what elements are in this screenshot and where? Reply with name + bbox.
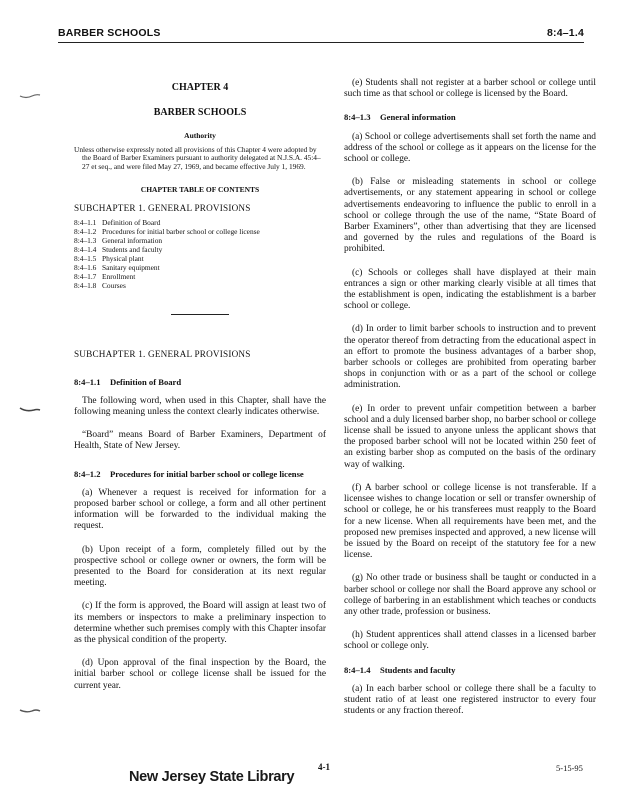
authority-heading: Authority (184, 131, 216, 141)
library-stamp: New Jersey State Library (129, 769, 295, 785)
paragraph: (f) A barber school or college license is not transferable. If a licensee wishes to change location or sell or transfer ownership of school or college, he or his transferees must reapply to the Board for a new license. When all requirements have been met, and the proposed new premises inspected and approved, a new license will be issued by the Board on receipt of the statutory fee for a new license. (344, 482, 596, 561)
toc-item (74, 272, 326, 281)
chapter-name: BARBER SCHOOLS (153, 107, 247, 119)
paragraph: (a) Whenever a request is received for information for a proposed barber school or college, a form and all other pertinent information will be forwarded to the individual making the request. (74, 487, 326, 532)
section-title: Students and faculty (380, 664, 456, 675)
toc-item-number: 8:4–1.4 (74, 245, 97, 255)
toc-item (74, 236, 326, 245)
toc-heading: CHAPTER TABLE OF CONTENTS (140, 185, 260, 194)
paragraph: (a) In each barber school or college there shall be a faculty to student ratio of at least one registered instructor to every four students or any fraction thereof. (344, 683, 596, 717)
right-column (344, 78, 596, 717)
paragraph: The following word, when used in this Chapter, shall have the following meaning unless the context clearly indicates otherwise. (74, 395, 326, 418)
toc-item (74, 227, 326, 236)
section-title: Definition of Board (110, 376, 182, 387)
toc-item (74, 254, 326, 263)
section-title: Procedures for initial barber school or college license (110, 468, 304, 479)
section-heading-1-1 (74, 377, 326, 388)
toc-item (74, 263, 326, 272)
toc-item (74, 245, 326, 254)
subchapter-heading: SUBCHAPTER 1. GENERAL PROVISIONS (74, 349, 251, 360)
binder-hole-mark (18, 705, 42, 715)
toc-item-number: 8:4–1.7 (74, 272, 97, 282)
toc-item-title: Students and faculty (102, 245, 163, 255)
toc-item-title: Enrollment (102, 272, 136, 282)
chapter-number: CHAPTER 4 (171, 82, 229, 93)
section-title: General information (380, 112, 456, 123)
left-column (74, 78, 326, 692)
toc-item-title: Procedures for initial barber school or college license (102, 227, 260, 237)
authority-text: Unless otherwise expressly noted all provisions of this Chapter 4 were adopted by the Board of Barber Examiners pursuant to authority delegated at N.J.S.A. 45:4–27 et seq., and were filed May 27, 1969, and became effective July 1, 1969. (74, 144, 321, 172)
running-header (58, 24, 584, 43)
section-number: 8:4–1.1 (74, 376, 101, 387)
toc-item-title: Physical plant (102, 254, 144, 264)
toc-item (74, 218, 326, 227)
toc-item-title: Definition of Board (102, 218, 161, 228)
toc-list (74, 218, 326, 290)
section-number: 8:4–1.3 (344, 112, 371, 123)
section-divider (171, 314, 229, 315)
paragraph: (g) No other trade or business shall be taught or conducted in a barber school or college nor shall the Board approve any school or college of barbering in an establishment which teaches or conducts any other trade, profession or business. (344, 573, 596, 617)
paragraph: (c) Schools or colleges shall have displayed at their main entrances a sign or other marking clearly visible at all times that the establishment is open, indicating the establishment is a barber school or college. (344, 267, 596, 312)
paragraph: “Board” means Board of Barber Examiners, Department of Health, State of New Jersey. (74, 430, 326, 452)
header-section-ref: 8:4–1.4 (546, 27, 584, 39)
section-heading-1-3 (344, 112, 596, 123)
toc-item-number: 8:4–1.3 (74, 236, 97, 246)
header-title: BARBER SCHOOLS (58, 27, 161, 39)
toc-item-number: 8:4–1.6 (74, 263, 97, 273)
paragraph: (h) Student apprentices shall attend classes in a licensed barber school or college only. (344, 630, 596, 652)
section-number: 8:4–1.2 (74, 468, 101, 479)
binder-hole-mark (18, 90, 42, 100)
binder-hole-mark (18, 404, 42, 414)
paragraph: (d) In order to limit barber schools to instruction and to prevent the operator thereof from detracting from the educational aspect in an effort to promote the business advantages of a barber shop, barber schools or colleges are prohibited from operating barber shops in conjunction with or as a part of the school or college administration. (344, 324, 596, 391)
section-heading-1-2 (74, 469, 326, 480)
paragraph: (c) If the form is approved, the Board will assign at least two of its members or inspectors to make a preliminary inspection to determine whether such premises comply with this Chapter insofar as the physical condition of the property. (74, 601, 326, 646)
paragraph: (b) False or misleading statements in school or college advertisements, or any statement appearing in school or college advertisements endeavoring to influence the public to enroll in a school or college through the use of the name, “State Board of Barber Examiners”, other than advertising that they are licensed and governed by the rules and regulations of the Board is prohibited. (344, 177, 596, 255)
paragraph: (a) School or college advertisements shall set forth the name and address of the school or college as it appears on the license for the school or college. (344, 131, 596, 165)
revision-date: 5-15-95 (556, 763, 583, 773)
toc-item-number: 8:4–1.2 (74, 227, 97, 237)
toc-item-number: 8:4–1.8 (74, 281, 97, 291)
section-heading-1-4 (344, 665, 596, 676)
paragraph: (e) Students shall not register at a barber school or college until such time as that school or college is licensed by the Board. (344, 78, 596, 100)
paragraph: (b) Upon receipt of a form, completely filled out by the prospective school or college owner or owners, the form will be presented to the Board for consideration at its next regular meeting. (74, 544, 326, 589)
toc-item-title: Courses (102, 281, 126, 291)
toc-item-number: 8:4–1.5 (74, 254, 97, 264)
toc-subchapter: SUBCHAPTER 1. GENERAL PROVISIONS (74, 203, 251, 214)
toc-item-title: Sanitary equipment (102, 263, 160, 273)
toc-item-title: General information (102, 236, 163, 246)
page-number: 4-1 (318, 762, 330, 772)
paragraph: (d) Upon approval of the final inspection by the Board, the initial barber school or college license shall be issued for the current year. (74, 658, 326, 691)
paragraph: (e) In order to prevent unfair competition between a barber school and a duly licensed barber shop, no barber school or college license shall be issued to anyone unless the applicant shows that the proposed barber school will not be located within 250 feet of an existing barber shop as computed on the basis of the ordinary way of walking. (344, 403, 597, 470)
toc-item-number: 8:4–1.1 (74, 218, 97, 228)
section-number: 8:4–1.4 (344, 664, 371, 675)
toc-item (74, 281, 326, 290)
